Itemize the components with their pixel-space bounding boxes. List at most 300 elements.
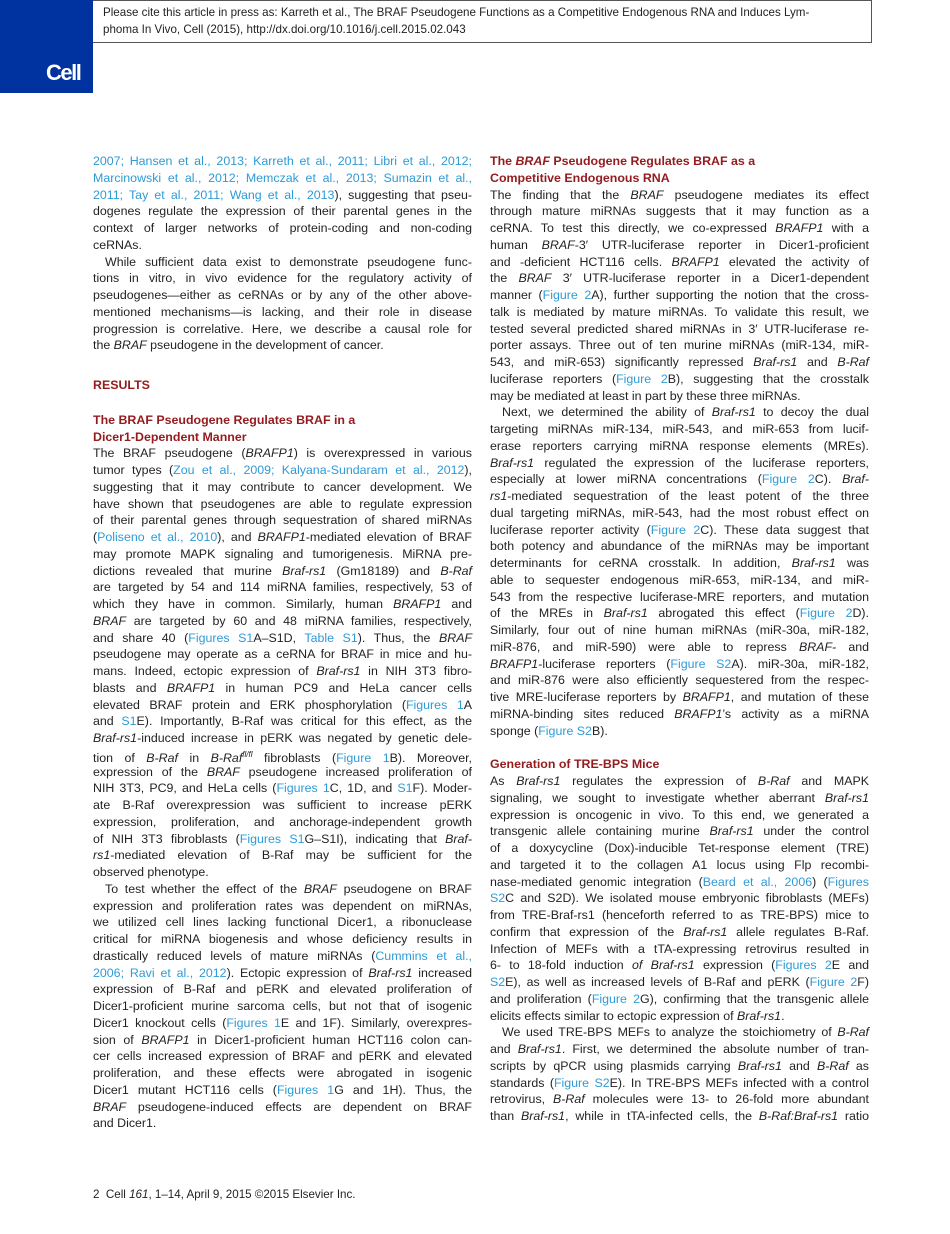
text-line [490, 807, 869, 824]
citation-link[interactable]: Figures 1 [276, 1082, 335, 1097]
text-line [490, 706, 869, 723]
text-line [93, 864, 472, 881]
paragraph [490, 1024, 869, 1125]
citation-link[interactable]: Figures 1 [405, 697, 464, 712]
text-line [490, 522, 869, 539]
text-run: -mediated elevation of B-Raf may be sufficient for the [110, 848, 472, 863]
text-line [490, 538, 869, 555]
text-line [490, 187, 869, 204]
text-run: Competitive Endogenous RNA [490, 170, 670, 185]
text-run: regulated the expression of the luciferase reporters, [534, 455, 869, 470]
text-run: sponge ( [490, 723, 539, 738]
text-line [490, 421, 869, 438]
text-run: expression, proliferation, and anchorage-independent growth [93, 814, 472, 829]
text-run: was [835, 556, 869, 570]
text-run: are targeted by 60 and 48 miRNA families, respectively, [126, 613, 472, 628]
text-run: B), suggesting that the crosstalk [667, 371, 869, 386]
text-run: F). Moder- [412, 781, 473, 796]
text-line [93, 1065, 472, 1082]
text-run: context of larger networks of protein-coding and non-coding [93, 221, 472, 235]
citation-link[interactable]: Figure 2 [616, 371, 668, 386]
italic-term: Braf-rs1 [490, 455, 535, 470]
citation-link[interactable]: Figures S1 [239, 831, 305, 846]
subsection-heading [93, 412, 472, 446]
text-line [93, 914, 472, 931]
text-run: . [781, 1008, 785, 1023]
text-line [93, 764, 472, 781]
text-line [490, 689, 869, 706]
paragraph [93, 445, 472, 881]
text-run: the [93, 338, 114, 353]
italic-term: BRAFP1 [682, 690, 731, 704]
text-line [490, 404, 869, 421]
text-run: tion of [93, 750, 147, 765]
text-run: ceRNAs. [93, 237, 142, 252]
text-run: tive MRE-luciferase reporters by [490, 690, 683, 704]
text-run: Next, we determined the ability of [502, 405, 712, 420]
text-line [490, 287, 869, 304]
text-line [490, 438, 869, 455]
italic-term: rs1 [490, 489, 508, 503]
italic-term: B-Raf [757, 774, 790, 788]
text-run: expression and proliferation rates was dependent on miRNAs, [93, 898, 472, 913]
text-run: To test whether the effect of the [105, 881, 304, 896]
citation-link[interactable]: 2007; Hansen et al., 2013; Karreth et al., 2011; Libri et al., 2012; [93, 154, 472, 168]
italic-term: B-Raf:Braf-rs1 [758, 1109, 839, 1123]
italic-term: Braf-rs1 [711, 405, 756, 420]
text-run: and [441, 597, 472, 611]
text-line [93, 613, 472, 630]
text-run: The BRAF Pseudogene Regulates BRAF in a [93, 412, 356, 427]
text-line [490, 337, 869, 354]
text-run: expression is oncogenic in vivo. To this end, we generated a [490, 807, 869, 822]
citation-link[interactable]: Cummins et al., [375, 948, 472, 963]
citation-link[interactable]: Zou et al., 2009; Kalyana-Sundaram et al., 2012 [173, 463, 465, 477]
text-run: NIH 3T3, PC9, and HeLa cells ( [93, 781, 277, 796]
text-run: ate B-Raf overexpression was sufficient to increase pERK [93, 798, 472, 812]
page-number: 2 [93, 1188, 100, 1201]
text-run: expression of the [93, 764, 207, 779]
text-run: 6- to 18-fold induction [490, 958, 632, 973]
citation-link[interactable]: Figures 1 [226, 1015, 281, 1030]
text-line [93, 153, 472, 170]
text-run: We used TRE-BPS MEFs to analyze the stoichiometry of [502, 1025, 838, 1040]
text-line [490, 1058, 869, 1075]
text-line [490, 941, 869, 958]
text-run: Similarly, four out of nine human miRNAs (miR-30a, miR-182, [490, 623, 869, 637]
text-line [93, 697, 472, 714]
text-run: . First, we determined the absolute number of tran- [561, 1042, 869, 1056]
text-run: C). These data suggest that [700, 522, 869, 537]
italic-term: BRAF [113, 338, 147, 353]
citation-link[interactable]: Figures S1 [188, 630, 254, 645]
text-run: tions in vitro, in vivo evidence for the regulatory activity of [93, 271, 472, 286]
text-run: ). Thus, the [357, 630, 439, 645]
text-run: through mature miRNAs suggests that it may function as a [490, 204, 869, 219]
text-line [93, 663, 472, 680]
italic-term: B-Raf [146, 750, 178, 765]
italic-term: rs1 [93, 848, 111, 863]
citation-link[interactable]: Figure 1 [336, 750, 390, 765]
text-run: standards ( [490, 1075, 554, 1090]
text-run: in NIH 3T3 fibro- [360, 664, 473, 678]
text-line [93, 780, 472, 797]
italic-term: Braf- [445, 831, 472, 846]
text-run: elevated the activity of [719, 254, 870, 269]
text-run: scripts by qPCR using plasmids carrying [490, 1058, 738, 1073]
text-line [93, 337, 472, 354]
left-column [93, 153, 472, 1132]
text-run: G–S1I), indicating that [304, 831, 446, 846]
italic-term: BRAF [303, 881, 337, 896]
italic-term: BRAFP1 [490, 656, 539, 671]
text-run: molecules were 13- to 26-fold more abundant [584, 1092, 869, 1107]
italic-term: BRAF [93, 613, 127, 628]
citation-link[interactable]: Figures 1 [276, 781, 330, 796]
text-run: B). [591, 723, 608, 738]
citation-link[interactable]: Figures 2 [775, 958, 832, 973]
citation-link[interactable]: S2 [490, 975, 506, 989]
text-line [93, 321, 472, 338]
text-run: increased [412, 965, 472, 980]
italic-term: BRAFP1 [671, 254, 720, 269]
text-run: observed phenotype. [93, 865, 209, 879]
citation-link[interactable]: Figure S2 [670, 656, 732, 671]
text-line [490, 371, 869, 388]
text-run: expression of B-Raf and pERK and elevated proliferation of [93, 982, 472, 997]
text-line [93, 563, 472, 580]
citation-link[interactable]: Figure 2 [761, 472, 815, 487]
text-run: may be mediated at least in part by these three miRNAs. [490, 388, 801, 403]
text-run: As [490, 774, 517, 788]
text-run: 543 from the respective luciferase-MRE reporters, and mutation [490, 589, 869, 604]
paragraph [490, 404, 869, 739]
text-run: pseudogene mediates its effect [663, 187, 869, 202]
text-run: miR-876, and miR-590) were able to repress [490, 639, 799, 654]
text-run: progression is correlative. Here, we describe a causal role for [93, 321, 472, 336]
citation-link[interactable]: S2 [490, 891, 506, 906]
text-line [93, 170, 472, 187]
text-run: Infection of MEFs with a tTA-expressing retrovirus resulted in [490, 941, 869, 956]
text-run: E). In TRE-BPS MEFs infected with a control [609, 1075, 869, 1090]
section-heading [93, 377, 472, 394]
italic-term: Braf-rs1 [516, 774, 561, 788]
text-run: 543, and miR-653) significantly repressed [490, 355, 754, 369]
italic-term: Braf-rs1 [282, 563, 327, 578]
footer-details: , 1–14, April 9, 2015 ©2015 Elsevier Inc. [148, 1188, 356, 1201]
text-line [490, 1041, 869, 1058]
text-run: dual targeting miRNAs, miR-543, had the most robust effect on [490, 505, 869, 520]
text-run: (Gm18189) and [326, 563, 441, 578]
text-run: C). [814, 472, 843, 487]
text-line [490, 957, 869, 974]
text-line [490, 924, 869, 941]
text-run: E), as well as increased levels of B-Raf and pERK ( [505, 975, 810, 989]
text-run: as [848, 1058, 869, 1073]
text-line [93, 981, 472, 998]
italic-term: Braf-rs1 [824, 790, 869, 805]
text-line [490, 1108, 869, 1125]
text-line [93, 1099, 472, 1116]
text-line [93, 287, 472, 304]
text-line [93, 203, 472, 220]
italic-term: BRAFP1 [166, 680, 216, 695]
text-line [490, 304, 869, 321]
italic-term: BRAFP1 [674, 706, 723, 721]
text-run: which they have in common. Similarly, human [93, 597, 394, 611]
text-run: G and 1H). Thus, the [334, 1082, 473, 1097]
text-run: regulates the expression of [560, 774, 758, 788]
citation-link[interactable]: Figure 2 [591, 991, 640, 1006]
italic-term: Braf-rs1 [737, 1058, 782, 1073]
text-line [490, 723, 869, 740]
text-run: ratio [838, 1109, 870, 1123]
text-line [490, 354, 869, 371]
citation-link[interactable]: Figures [827, 874, 869, 889]
text-run: in Dicer1-proficient human HCT116 colon can- [189, 1032, 472, 1047]
text-run: drastically reduced levels of mature miRNAs ( [93, 948, 376, 963]
text-run: E and [831, 958, 870, 973]
text-run: may promote MAPK signaling and tumorigenesis. MiRNA pre- [93, 546, 472, 561]
italic-term: BRAFP1 [245, 446, 294, 461]
text-run: and [93, 714, 122, 729]
text-line [93, 965, 472, 982]
text-line [490, 874, 869, 891]
text-line [490, 823, 869, 840]
citation-notice [93, 0, 872, 43]
text-line [490, 756, 869, 773]
text-run: suggesting that it may contribute to cancer development. We [93, 479, 472, 494]
italic-term: B-Raf [817, 1058, 849, 1073]
italic-term: BRAFP1 [141, 1032, 190, 1047]
text-line [490, 1024, 869, 1041]
citation-link[interactable]: S1 [397, 781, 413, 796]
italic-term: Braf-rs1 [737, 1008, 782, 1023]
text-line [93, 220, 472, 237]
text-run: with a [823, 221, 869, 235]
text-run: luciferase reporter activity ( [490, 522, 651, 537]
citation-link[interactable]: Poliseno et al., 2010 [97, 530, 218, 544]
text-run: Dicer1 mutant HCT116 cells ( [93, 1082, 277, 1097]
italic-term: of Braf-rs1 [631, 958, 695, 973]
text-run: ). Ectopic expression of [226, 965, 369, 980]
text-line [490, 321, 869, 338]
text-run: than [490, 1109, 521, 1123]
text-run: E). Importantly, B-Raf was critical for this effect, as the [136, 714, 472, 729]
text-run: B). Moreover, [389, 750, 473, 765]
text-line [490, 857, 869, 874]
text-run: critical for miRNA biogenesis and whose deficiency results in [93, 932, 472, 946]
citation-link[interactable]: Figure S2 [553, 1075, 610, 1090]
text-run: allele regulates B-Raf. [727, 924, 869, 939]
text-run: Dicer1 knockout cells ( [93, 1015, 227, 1030]
text-line [490, 220, 869, 237]
text-run: -luciferase reporters ( [538, 656, 671, 671]
text-run: tested several predicted shared miRNAs in 3′ UTR-luciferase re- [490, 321, 869, 336]
text-run: under the control [753, 824, 870, 839]
text-line [93, 377, 472, 394]
text-run: and proliferation ( [490, 991, 592, 1006]
text-line [93, 898, 472, 915]
text-run: A–S1D, [253, 630, 305, 645]
text-run: transgenic allele containing murine [490, 824, 710, 839]
text-line [93, 713, 472, 730]
text-run: E and 1F). Similarly, overexpres- [280, 1015, 472, 1030]
text-run: of NIH 3T3 fibroblasts ( [93, 831, 240, 846]
text-run: cer cells increased expression of BRAF and pERK and elevated [93, 1049, 472, 1064]
citation-link[interactable]: Figure S2 [538, 723, 592, 738]
text-run: we utilized cell lines lacking functional Dicer1, a ribonuclease [93, 915, 472, 930]
text-run: pseudogene increased proliferation of [239, 764, 472, 779]
text-run: Dicer1-proficient murine sarcoma cells, but not that of isogenic [93, 999, 472, 1013]
text-run: mans. Indeed, ectopic expression of [93, 664, 317, 678]
text-line [490, 505, 869, 522]
text-run: and share 40 ( [93, 630, 189, 645]
text-run: from TRE-Braf-rs1 (henceforth referred to as TRE-BPS) mice to [490, 908, 869, 922]
text-line [93, 646, 472, 663]
italic-term: B-Raf [837, 355, 869, 369]
text-line [93, 680, 472, 697]
text-line [93, 412, 472, 429]
text-line [490, 1075, 869, 1092]
text-line [93, 1048, 472, 1065]
text-run: ) is overexpressed in various [293, 446, 473, 461]
text-run: both potency and abundance of the miRNAs may be important [490, 539, 869, 554]
paragraph [490, 187, 869, 405]
text-run: C and S2D). We isolated mouse embryonic fibroblasts (MEFs) [505, 891, 869, 906]
text-run: The [490, 154, 516, 168]
italic-term: Braf-rs1 [683, 924, 728, 939]
italic-term: BRAF [206, 764, 240, 779]
text-run: manner ( [490, 288, 543, 302]
text-run: and targeted it to the collagen A1 locus using Flp recombi- [490, 857, 869, 872]
text-run: nase-mediated genomic integration ( [490, 874, 703, 889]
text-line [93, 496, 472, 513]
text-line [490, 974, 869, 991]
italic-term: BRAFP1 [393, 597, 442, 611]
text-run: signaling, we sought to investigate whether aberrant [490, 790, 825, 805]
italic-term: BRAF- [798, 639, 837, 654]
text-run: talk is mediated by mature miRNAs. To validate this result, we [490, 304, 869, 319]
text-line [490, 773, 869, 790]
text-line [490, 555, 869, 572]
text-run: expression ( [694, 958, 776, 973]
italic-term: Braf-rs1 [791, 556, 836, 570]
text-line [490, 991, 869, 1008]
text-run: determinants for ceRNA crosstalk. In addition, [490, 556, 792, 570]
text-run: confirm that expression of the [490, 924, 684, 939]
text-run: mentioned mechanisms—is lacking, and their role in disease [93, 304, 472, 319]
text-line [490, 572, 869, 589]
text-run: blasts and [93, 680, 167, 695]
footer-volume: 161 [129, 1188, 149, 1201]
text-run: proliferation, and these effects were abrogated in isogenic [93, 1066, 472, 1080]
citation-link[interactable]: Figure 2 [799, 606, 853, 621]
text-run: and miR-876 were also efficiently sequestered from the respec- [490, 673, 869, 688]
italic-term: B-Raf [553, 1092, 585, 1107]
text-run: luciferase reporters ( [490, 371, 617, 386]
text-line [93, 630, 472, 647]
text-line [93, 579, 472, 596]
italic-term: BRAF [630, 187, 664, 202]
italic-term: BRAF [515, 154, 550, 168]
italic-term: Braf-rs1 [368, 965, 413, 980]
text-line [93, 847, 472, 864]
text-run: and MAPK [789, 774, 869, 788]
text-line [93, 1082, 472, 1099]
text-line [93, 237, 472, 254]
journal-logo [0, 0, 93, 93]
citation-link[interactable]: Beard et al., 2006 [702, 874, 813, 889]
text-run: The finding that the [490, 187, 631, 202]
text-run: pseudogene may operate as a ceRNA for BRAF in mice and hu- [93, 647, 472, 662]
citation-link[interactable]: Table S1 [304, 630, 358, 645]
text-run: ), suggesting that pseu- [334, 187, 472, 202]
text-line [93, 1032, 472, 1049]
text-run: , and mutation of these [730, 690, 869, 704]
text-line [490, 203, 869, 220]
text-run: and [797, 355, 838, 369]
italic-term: Braf-rs1 [753, 355, 798, 369]
text-line [490, 589, 869, 606]
text-run: elevated BRAF protein and ERK phosphorylation ( [93, 697, 406, 712]
text-run: ’s activity as a miRNA [722, 706, 870, 721]
citation-link[interactable]: 2011; Tay et al., 2011; Wang et al., 2013 [93, 187, 335, 202]
text-run: C, 1D, and [329, 781, 398, 796]
text-run: the [490, 271, 519, 286]
text-line [490, 790, 869, 807]
citation-link[interactable]: Figure 2 [542, 288, 592, 302]
italic-term: B-Raf [837, 1025, 869, 1040]
italic-term: Braf-rs1 [603, 606, 648, 621]
text-run: especially at lower miRNA concentrations ( [490, 472, 762, 487]
italic-term: BRAFP1 [775, 221, 824, 235]
citation-line: Please cite this article in press as: Karreth et al., The BRAF Pseudogene Functions as a Competitive Endogenous RNA and Induces Lym- [103, 6, 810, 19]
citation-link[interactable]: Figure 2 [650, 522, 701, 537]
subsection-heading [490, 756, 869, 773]
text-line [490, 605, 869, 622]
text-run: , while in tTA-infected cells, the [565, 1109, 759, 1123]
text-line [490, 907, 869, 924]
citation-link[interactable]: 2006; Ravi et al., 2012 [93, 965, 227, 980]
text-line [93, 254, 472, 271]
superscript: fl/fl [242, 749, 253, 759]
citation-link[interactable]: Figure 2 [809, 975, 858, 989]
text-run: F) [857, 975, 869, 989]
text-run: -induced increase in pERK was negated by genetic dele- [137, 731, 472, 745]
text-run: sion of [93, 1032, 142, 1047]
citation-link[interactable]: Marcinowski et al., 2012; Memczak et al., 2013; Sumazin et al., [93, 170, 472, 185]
text-run: retrovirus, [490, 1092, 554, 1107]
text-line [490, 270, 869, 287]
text-line [490, 488, 869, 505]
citation-link[interactable]: S1 [121, 714, 137, 729]
text-line [93, 797, 472, 814]
text-run: and [490, 1042, 518, 1056]
italic-term: BRAF [93, 1099, 127, 1114]
text-line [490, 170, 869, 187]
right-column [490, 153, 869, 1125]
text-run: ceRNA. To test this directly, we co-expressed [490, 221, 776, 235]
text-line [490, 1008, 869, 1025]
text-run: pseudogenes—either as ceRNAs or by any of the other above- [93, 288, 472, 302]
text-line [490, 388, 869, 405]
text-run: Dicer1-Dependent Manner [93, 429, 247, 444]
text-line [93, 881, 472, 898]
italic-term: Braf-rs1 [517, 1042, 562, 1056]
text-line [93, 270, 472, 287]
text-run: of the MREs in [490, 606, 604, 621]
